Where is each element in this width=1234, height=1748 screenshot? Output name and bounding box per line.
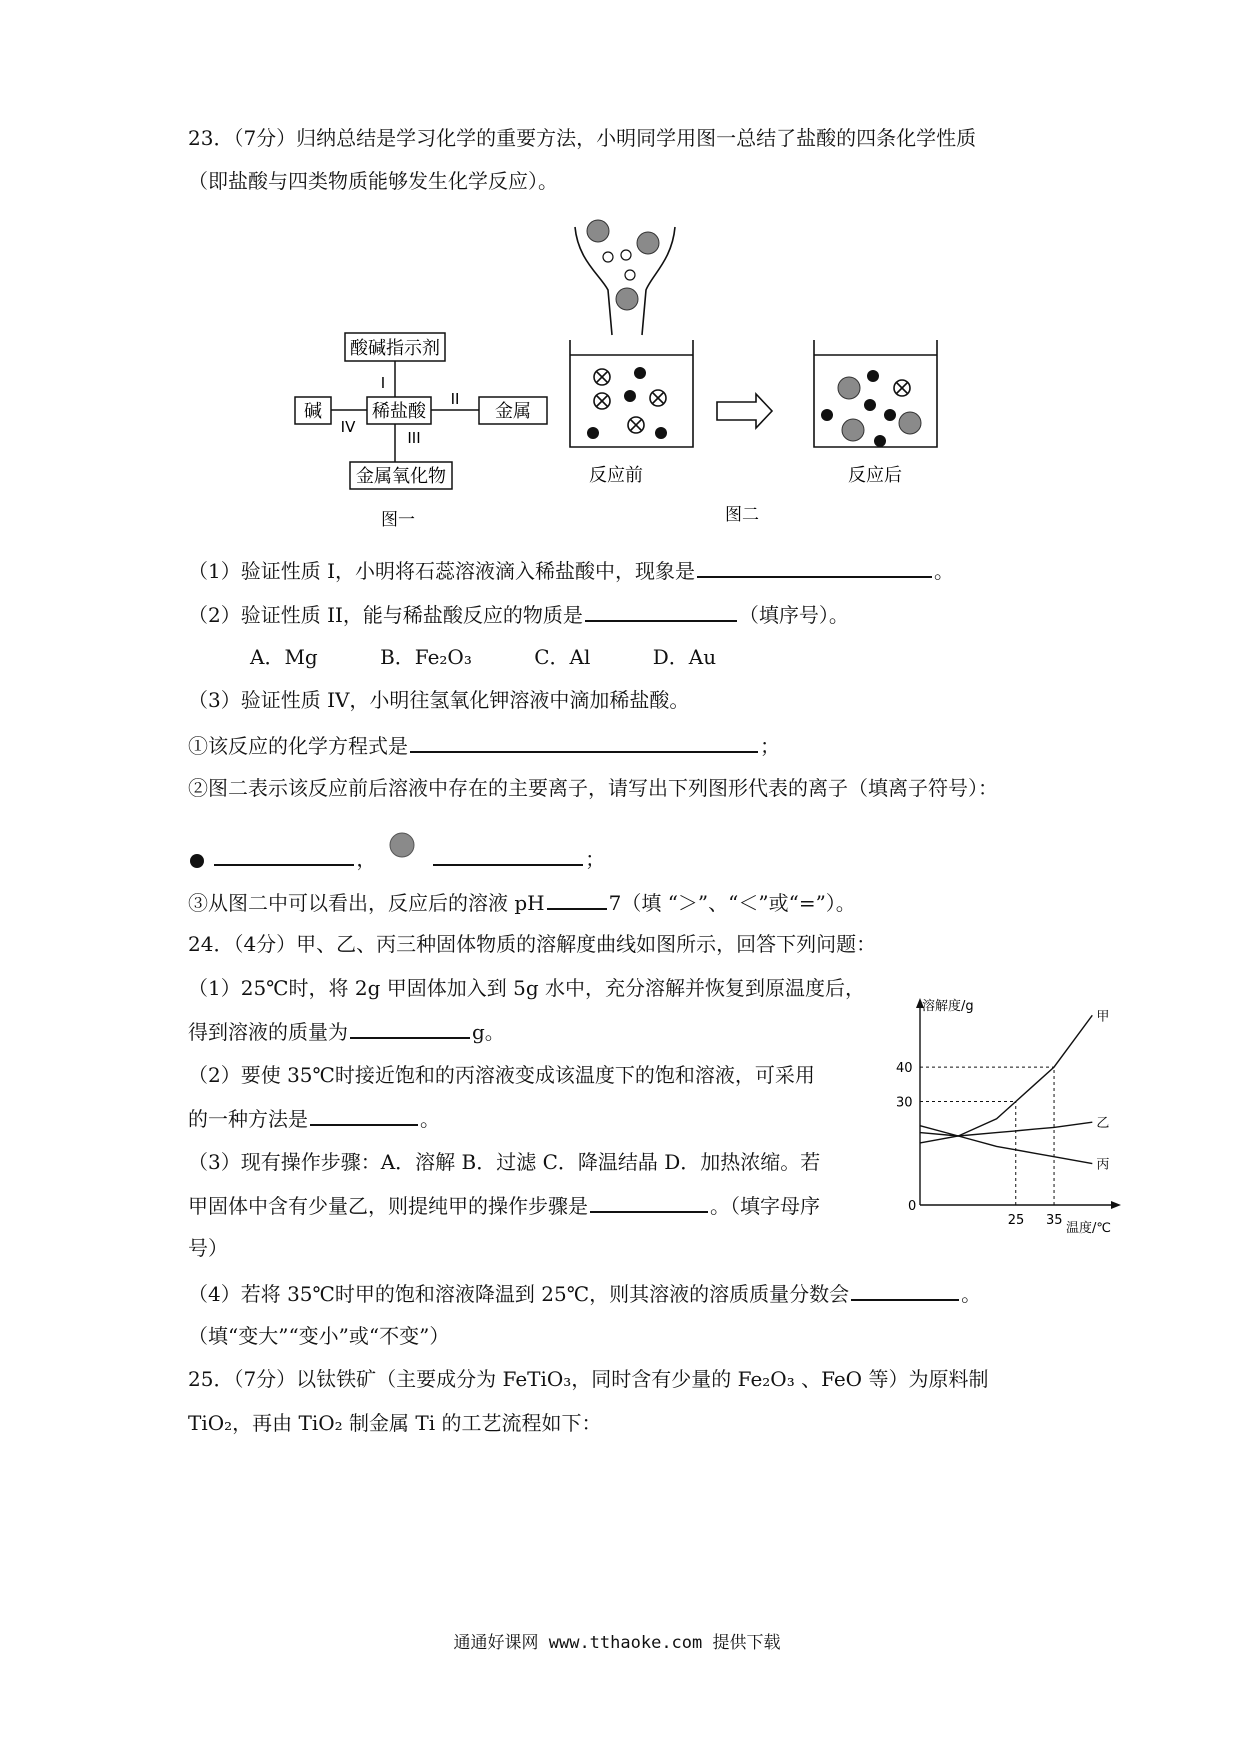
beaker-after-ion-gray [899,412,921,434]
y-tick-label: 40 [896,1061,913,1077]
fig1-label-ii: II [450,390,460,408]
dropper-ion-small [625,270,635,280]
dropper-ion-small [603,252,613,262]
fig1-box-metal: 金属 [495,401,531,422]
q23-p3-2: ②图二表示该反应前后溶液中存在的主要离子，请写出下列图形代表的离子（填离子符号）： [188,776,998,800]
series-label-1: 甲 [1096,1009,1110,1025]
dropper [575,227,675,335]
q24-intro: 24．（4分）甲、乙、丙三种固体物质的溶解度曲线如图所示，回答下列问题： [188,932,877,956]
q24-p2-line2-text: 的一种方法是 [188,1107,308,1131]
q25-line1: 25．（7分）以钛铁矿（主要成分为 FeTiO₃，同时含有少量的 Fe₂O₃ 、FeO 等）为原料制 [188,1367,989,1391]
dropper-ion-small [621,250,631,260]
fig1-label-i: I [380,374,386,392]
q24-p4-line2: （填“变大”“变小”或“不变”） [188,1324,450,1348]
x-tick-label: 25 [1007,1213,1025,1228]
x-axis-label: 温度/℃ [1066,1221,1111,1236]
reaction-arrow-icon [717,394,772,428]
option-b[interactable]: B．Fe₂O₃ [380,645,472,669]
fig1-box-metal-oxide: 金属氧化物 [356,466,446,487]
q25-line2: TiO₂，再由 TiO₂ 制金属 Ti 的工艺流程如下： [188,1411,602,1435]
q23-intro-line2: （即盐酸与四类物质能够发生化学反应）。 [188,169,558,193]
q23-p2-text: （2）验证性质 II，能与稀盐酸反应的物质是 [188,603,583,627]
series-line-2 [920,1122,1092,1136]
q23-p3-1-end: ； [760,734,780,758]
q23-p3: （3）验证性质 IV，小明往氢氧化钾溶液中滴加稀盐酸。 [188,688,690,712]
q23-ion-blanks [188,830,605,873]
option-c[interactable]: C．Al [534,645,591,669]
q24-p1-line1: （1）25℃时，将 2g 甲固体加入到 5g 水中，充分溶解并恢复到原温度后， [188,976,866,1000]
beaker-after [814,340,937,447]
solubility-chart [890,990,1130,1240]
beaker-after-ion-black [864,399,876,411]
answer-blank-solution-mass[interactable] [350,1017,470,1039]
dropper-ion-gray [587,220,609,242]
option-a[interactable]: A．Mg [250,645,318,669]
figure-two-diagram [560,215,960,535]
beaker-after-ion-black [874,435,886,447]
q24-p2-line2 [188,1104,440,1133]
y-tick-label: 30 [896,1095,913,1111]
q23-p1 [188,556,954,585]
q24-p4-line1-text: （4）若将 35℃时甲的饱和溶液降温到 25℃，则其溶液的溶质质量分数会 [188,1282,850,1306]
q24-p4-line1 [188,1279,981,1308]
fig1-label-iv: IV [340,418,356,436]
q24-p3-line2 [188,1191,820,1220]
black-ion-icon [188,852,206,870]
ion-separator: ， [356,847,377,871]
answer-blank-black-ion[interactable] [214,844,354,866]
q23-p3-3-text: ③从图二中可以看出，反应后的溶液 pH [188,891,545,915]
fig1-box-base: 碱 [304,401,322,422]
answer-blank-steps[interactable] [590,1191,708,1213]
beaker-after-ion-black [884,409,896,421]
q24-p3-line1: （3）现有操作步骤：A．溶解 B．过滤 C．降温结晶 D．加热浓缩。若 [188,1150,821,1174]
fig1-label-iii: III [407,429,421,447]
beaker-before-ion-black [587,427,599,439]
answer-blank-fraction[interactable] [851,1279,959,1301]
beaker-after-ion-black [821,409,833,421]
series-label-3: 丙 [1096,1157,1110,1173]
q24-p1-line2-text: 得到溶液的质量为 [188,1020,348,1044]
q23-intro-line1: 23．（7分）归纳总结是学习化学的重要方法，小明同学用图一总结了盐酸的四条化学性质 [188,126,977,150]
q23-p2-end: （填序号）。 [738,603,849,627]
fig2-before-label: 反应前 [589,465,643,486]
x-tick-label: 35 [1046,1213,1063,1228]
q24-p1-line2-end: g。 [472,1020,505,1044]
q23-p3-3-end: 7（填 “＞”、“＜”或“=”）。 [608,891,856,915]
dropper-ion-gray [637,232,659,254]
q23-p3-1 [188,731,780,760]
q23-p3-3 [188,888,856,917]
beaker-after-ion-gray [838,377,860,399]
x-axis-arrow-icon [1111,1201,1121,1209]
answer-blank-ph[interactable] [547,888,607,910]
q24-p4-line1-end: 。 [961,1282,982,1306]
fig1-caption: 图一 [381,510,415,530]
q23-p1-text: （1）验证性质 I，小明将石蕊溶液滴入稀盐酸中，现象是 [188,559,695,583]
q23-p1-end: 。 [933,559,954,583]
beaker-before-ion-black [634,367,646,379]
q24-p2-line2-end: 。 [420,1107,440,1131]
option-d[interactable]: D．Au [652,645,717,669]
fig1-box-acid: 稀盐酸 [372,401,426,422]
answer-blank-gray-ion[interactable] [433,844,583,866]
q23-p2 [188,600,849,629]
page-footer: 通通好课网 www.tthaoke.com 提供下载 [453,1633,781,1653]
q24-p1-line2 [188,1017,505,1046]
answer-blank-equation[interactable] [410,731,758,753]
series-line-1 [920,1015,1092,1143]
figure-one-diagram [290,330,550,530]
fig2-caption: 图二 [725,505,759,525]
fig2-after-label: 反应后 [848,465,902,486]
dropper-ion-gray [616,288,638,310]
answer-blank-q23-1[interactable] [697,556,932,578]
q23-options [250,643,772,671]
answer-blank-method[interactable] [310,1104,418,1126]
series-label-2: 乙 [1096,1116,1110,1132]
fig1-box-indicator: 酸碱指示剂 [350,338,440,359]
q24-p3-line2-end: 。（填字母序 [710,1194,820,1218]
y-axis-label: 溶解度/g [922,999,974,1014]
q24-p2-line1: （2）要使 35℃时接近饱和的丙溶液变成该温度下的饱和溶液，可采用 [188,1063,815,1087]
beaker-after-ion-gray [842,419,864,441]
beaker-before-ion-black [655,427,667,439]
q24-p3-line3: 号） [188,1236,228,1260]
q23-p3-1-text: ①该反应的化学方程式是 [188,734,408,758]
answer-blank-q23-2[interactable] [585,600,737,622]
origin-label: 0 [908,1199,917,1214]
ion-end: ； [585,847,606,871]
gray-ion-icon [387,830,417,860]
q24-p3-line2-text: 甲固体中含有少量乙，则提纯甲的操作步骤是 [188,1194,588,1218]
beaker-before-ion-black [624,390,636,402]
beaker-after-ion-black [867,370,879,382]
